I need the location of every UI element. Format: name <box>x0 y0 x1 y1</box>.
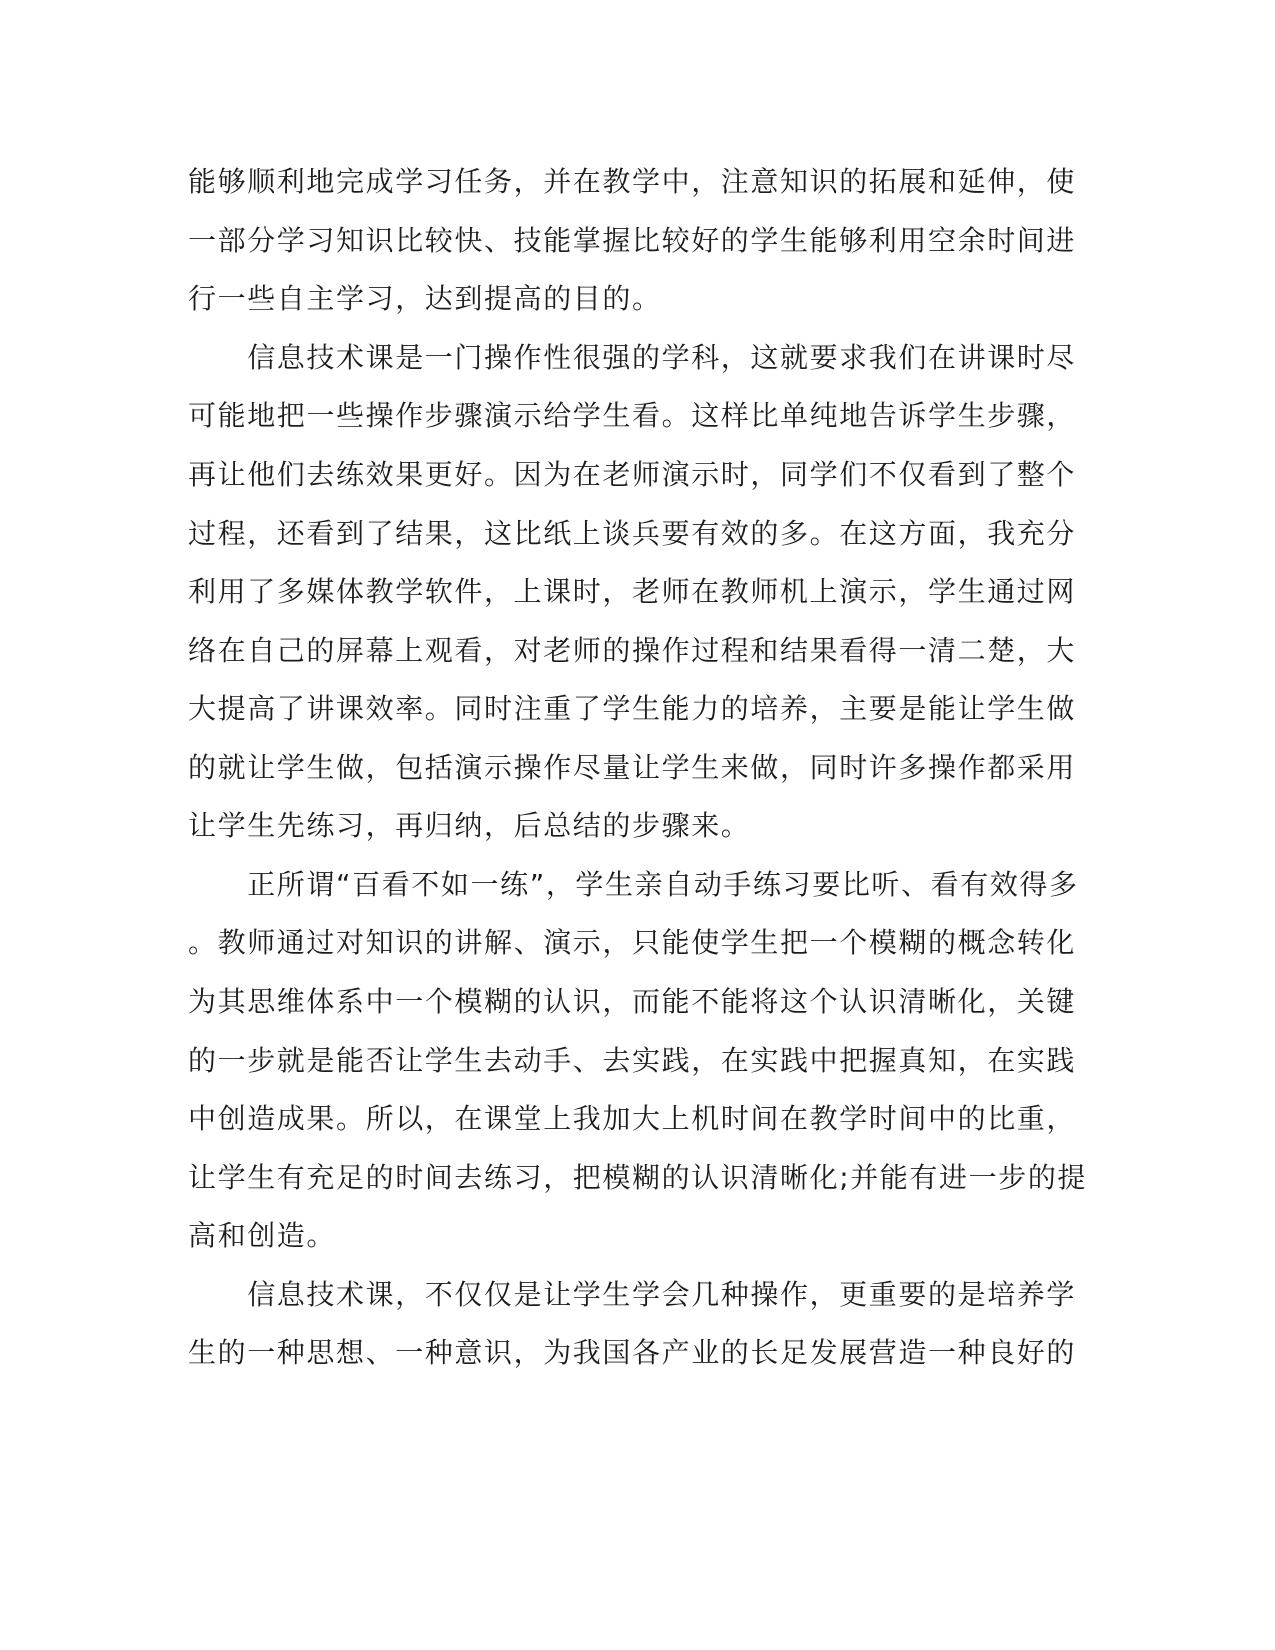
text-line: 让学生先练习，再归纳，后总结的步骤来。 <box>188 809 751 842</box>
text-line: 的一步就是能否让学生去动手、去实践，在实践中把握真知，在实践 <box>188 1044 1077 1077</box>
text-line: 让学生有充足的时间去练习，把模糊的认识清晰化;并能有进一步的提 <box>188 1161 1088 1194</box>
text-line: 生的一种思想、一种意识，为我国各产业的长足发展营造一种良好的 <box>188 1336 1077 1369</box>
text-line: 一部分学习知识比较快、技能掌握比较好的学生能够利用空余时间进 <box>188 224 1077 257</box>
text-line: 能够顺利地完成学习任务，并在教学中，注意知识的拓展和延伸，使 <box>188 165 1077 198</box>
text-line: 中创造成果。所以，在课堂上我加大上机时间在教学时间中的比重， <box>188 1102 1077 1135</box>
text-line: 正所谓“百看不如一练”，学生亲自动手练习要比听、看有效得多 <box>188 868 1079 901</box>
text-line: 可能地把一些操作步骤演示给学生看。这样比单纯地告诉学生步骤， <box>188 399 1077 432</box>
text-line: 再让他们去练效果更好。因为在老师演示时，同学们不仅看到了整个 <box>188 458 1077 491</box>
text-line: 络在自己的屏幕上观看，对老师的操作过程和结果看得一清二楚，大 <box>188 634 1077 667</box>
text-line: 。教师通过对知识的讲解、演示，只能使学生把一个模糊的概念转化 <box>188 926 1077 959</box>
text-line: 信息技术课是一门操作性很强的学科，这就要求我们在讲课时尽 <box>188 341 1077 374</box>
text-line: 为其思维体系中一个模糊的认识，而能不能将这个认识清晰化，关键 <box>188 985 1077 1018</box>
text-line: 过程，还看到了结果，这比纸上谈兵要有效的多。在这方面，我充分 <box>188 517 1077 550</box>
text-line: 行一些自主学习，达到提高的目的。 <box>188 282 662 315</box>
text-line: 利用了多媒体教学软件，上课时，老师在教师机上演示，学生通过网 <box>188 575 1077 608</box>
text-line: 的就让学生做，包括演示操作尽量让学生来做，同时许多操作都采用 <box>188 751 1077 784</box>
text-line: 信息技术课，不仅仅是让学生学会几种操作，更重要的是培养学 <box>188 1278 1077 1311</box>
text-line: 高和创造。 <box>188 1219 337 1252</box>
text-line: 大提高了讲课效率。同时注重了学生能力的培养，主要是能让学生做 <box>188 692 1077 725</box>
